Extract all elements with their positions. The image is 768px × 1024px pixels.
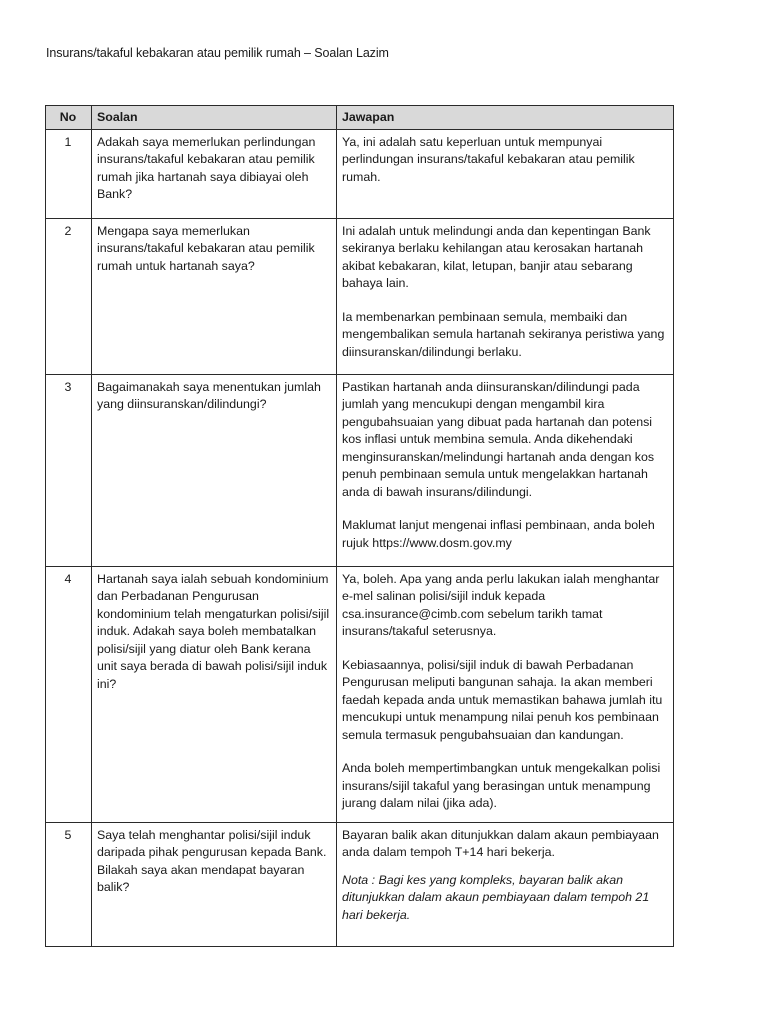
question-cell: Bagaimanakah saya menentukan jumlah yang diinsuranskan/dilindungi? <box>92 374 337 566</box>
answer-paragraph: Ini adalah untuk melindungi anda dan kepentingan Bank sekiranya berlaku kehilangan atau kerosakan hartanah akibat kebakaran, kilat, letupan, banjir atau sebarang bahaya lain. <box>342 223 651 290</box>
answer-paragraph: Ya, ini adalah satu keperluan untuk mempunyai perlindungan insurans/takaful kebakaran atau pemilik rumah. <box>342 134 635 184</box>
answer-paragraph: Anda boleh mempertimbangkan untuk mengekalkan polisi insurans/sijil takaful yang berasingan untuk menampung jurang dalam nilai (jika ada). <box>342 761 661 810</box>
question-cell: Mengapa saya memerlukan insurans/takaful kebakaran atau pemilik rumah untuk hartanah saya? <box>92 218 337 374</box>
header-answer: Jawapan <box>337 106 674 130</box>
answer-note: Nota : Bagi kes yang kompleks, bayaran balik akan ditunjukkan dalam akaun pembiayaan dalam tempoh 21 hari bekerja. <box>342 872 650 922</box>
row-number: 4 <box>46 566 92 822</box>
table-row <box>46 822 674 946</box>
header-question: Soalan <box>92 106 337 130</box>
header-no: No <box>46 106 92 130</box>
answer-cell <box>337 218 674 374</box>
row-number: 3 <box>46 374 92 566</box>
row-number: 5 <box>46 822 92 946</box>
answer-paragraph: Pastikan hartanah anda diinsuranskan/dilindungi pada jumlah yang mencukupi dengan mengambil kira pengubahsuaian yang dibuat pada hartanah dan potensi kos inflasi untuk membina semula. Anda dikehendaki menginsuranskan/melindungi hartanah anda dengan kos penuh pembinaan semula untuk mengelakkan hartanah anda di bawah insurans/dilindungi. <box>342 379 655 499</box>
answer-cell <box>337 374 674 566</box>
question-cell: Adakah saya memerlukan perlindungan insurans/takaful kebakaran atau pemilik rumah jika hartanah saya dibiayai oleh Bank? <box>92 129 337 218</box>
answer-paragraph-with-email: Ya, boleh. Apa yang anda perlu lakukan ialah menghantar e-mel salinan polisi/sijil induk kepada csa.insurance@cimb.com sebelum tarikh tamat insurans/takaful seterusnya. <box>342 571 660 638</box>
answer-paragraph-with-link: Maklumat lanjut mengenai inflasi pembinaan, anda boleh rujuk https://www.dosm.gov.my <box>342 518 655 550</box>
table-row <box>46 566 674 822</box>
answer-paragraph: Kebiasaannya, polisi/sijil induk di bawah Perbadanan Pengurusan meliputi bangunan sahaja. Ia akan memberi faedah kepada anda untuk memastikan bahawa jumlah itu mencukupi untuk menampung nilai penuh kos pembinaan semula termasuk pengubahsuaian dan kandungan. <box>342 657 663 742</box>
answer-cell <box>337 566 674 822</box>
row-number: 1 <box>46 129 92 218</box>
table-row <box>46 374 674 566</box>
answer-cell <box>337 822 674 946</box>
table-header-row <box>46 106 674 130</box>
row-number: 2 <box>46 218 92 374</box>
faq-table <box>45 105 674 947</box>
question-cell: Hartanah saya ialah sebuah kondominium dan Perbadanan Pengurusan kondominium telah mengaturkan polisi/sijil induk. Adakah saya boleh membatalkan polisi/sijil yang diatur oleh Bank kerana unit saya berada di bawah polisi/sijil induk ini? <box>92 566 337 822</box>
table-row <box>46 218 674 374</box>
answer-paragraph: Bayaran balik akan ditunjukkan dalam akaun pembiayaan anda dalam tempoh T+14 hari bekerja. <box>342 827 659 859</box>
question-cell: Saya telah menghantar polisi/sijil induk daripada pihak pengurusan kepada Bank. Bilakah saya akan mendapat bayaran balik? <box>92 822 337 946</box>
answer-paragraph: Ia membenarkan pembinaan semula, membaiki dan mengembalikan semula hartanah sekiranya peristiwa yang diinsuranskan/dilindungi berlaku. <box>342 309 665 359</box>
answer-cell <box>337 129 674 218</box>
table-row <box>46 129 674 218</box>
document-title: Insurans/takaful kebakaran atau pemilik rumah – Soalan Lazim <box>46 46 389 60</box>
